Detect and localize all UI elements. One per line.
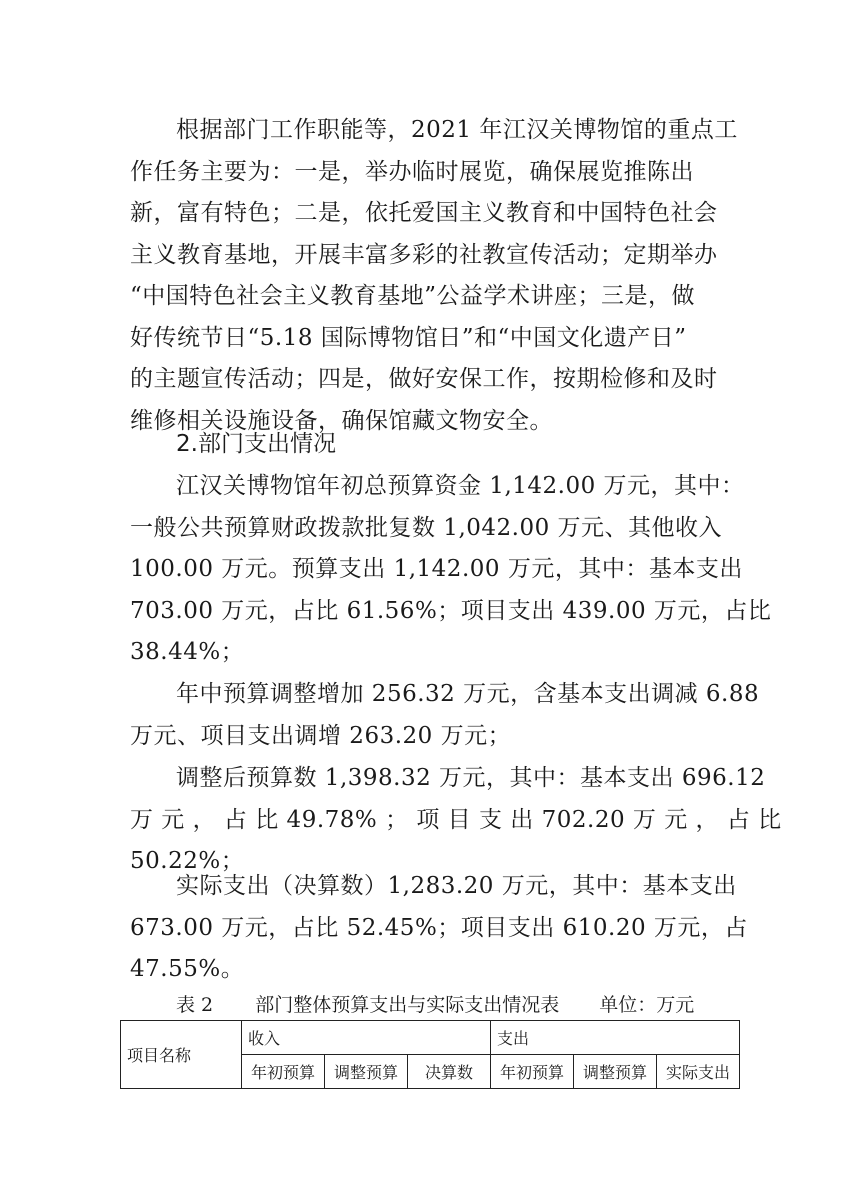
paragraph-key-tasks xyxy=(130,110,738,442)
expense-group-header: 支出 xyxy=(491,1021,740,1055)
text-line: 年中预算调整增加 256.32 万元，含基本支出调减 6.88 xyxy=(176,681,760,707)
income-group-header: 收入 xyxy=(242,1021,491,1055)
text-line: 50.22%； xyxy=(130,848,245,874)
text-line: 调整后预算数 1,398.32 万元，其中：基本支出 696.12 xyxy=(176,765,766,791)
text-line: 江汉关博物馆年初总预算资金 1,142.00 万元，其中： xyxy=(176,473,745,499)
text-line: 维修相关设施设备，确保馆藏文物安全。 xyxy=(130,407,553,434)
text-line: 703.00 万元，占比 61.56%；项目支出 439.00 万元，占比 xyxy=(130,597,772,624)
text-line: 的主题宣传活动；四是，做好安保工作，按期检修和及时 xyxy=(130,366,718,392)
text-line: 新，富有特色；二是，依托爱国主义教育和中国特色社会 xyxy=(130,200,718,226)
text-line: 100.00 万元。预算支出 1,142.00 万元，其中：基本支出 xyxy=(130,556,743,582)
paragraph-actual-expenditure xyxy=(130,866,748,991)
income-col-header: 决算数 xyxy=(408,1055,491,1089)
row-header-cell: 项目名称 xyxy=(121,1021,242,1089)
table-number: 表 2 xyxy=(176,994,214,1016)
paragraph-initial-budget xyxy=(130,466,772,674)
table-caption xyxy=(176,990,721,1020)
text-line: 万 元 ， 占 比 49.78% ； 项 目 支 出 702.20 万 元 ， 占 比 xyxy=(130,806,782,833)
text-line: 38.44%； xyxy=(130,639,245,665)
text-line: 根据部门工作职能等，2021 年江汉关博物馆的重点工 xyxy=(176,117,738,143)
text-line: 47.55%。 xyxy=(130,956,245,982)
text-line: 好传统节日“5.18 国际博物馆日”和“中国文化遗产日” xyxy=(130,324,687,351)
expense-col-header: 调整预算 xyxy=(574,1055,657,1089)
text-line: 一般公共预算财政拨款批复数 1,042.00 万元、其他收入 xyxy=(130,514,723,541)
text-line: 主义教育基地，开展丰富多彩的社教宣传活动；定期举办 xyxy=(130,241,718,268)
table-title: 部门整体预算支出与实际支出情况表 xyxy=(255,994,560,1016)
income-col-header: 年初预算 xyxy=(242,1055,325,1089)
text-line: 作任务主要为：一是，举办临时展览，确保展览推陈出 xyxy=(130,158,694,185)
paragraph-budget-adjustment xyxy=(130,674,760,757)
paragraph-adjusted-budget xyxy=(130,758,782,883)
income-col-header: 调整预算 xyxy=(325,1055,408,1089)
budget-table xyxy=(120,1020,740,1089)
text-line: 万元、项目支出调增 263.20 万元； xyxy=(130,722,512,749)
expense-col-header: 实际支出 xyxy=(657,1055,740,1089)
table-unit: 单位：万元 xyxy=(599,994,695,1016)
table-header-row xyxy=(121,1021,740,1055)
expense-col-header: 年初预算 xyxy=(491,1055,574,1089)
section-heading: 2.部门支出情况 xyxy=(176,431,336,457)
text-line: 实际支出（决算数）1,283.20 万元，其中：基本支出 xyxy=(176,873,737,899)
text-line: 673.00 万元，占比 52.45%；项目支出 610.20 万元，占 xyxy=(130,914,748,941)
text-line: “中国特色社会主义教育基地”公益学术讲座；三是，做 xyxy=(130,283,696,309)
